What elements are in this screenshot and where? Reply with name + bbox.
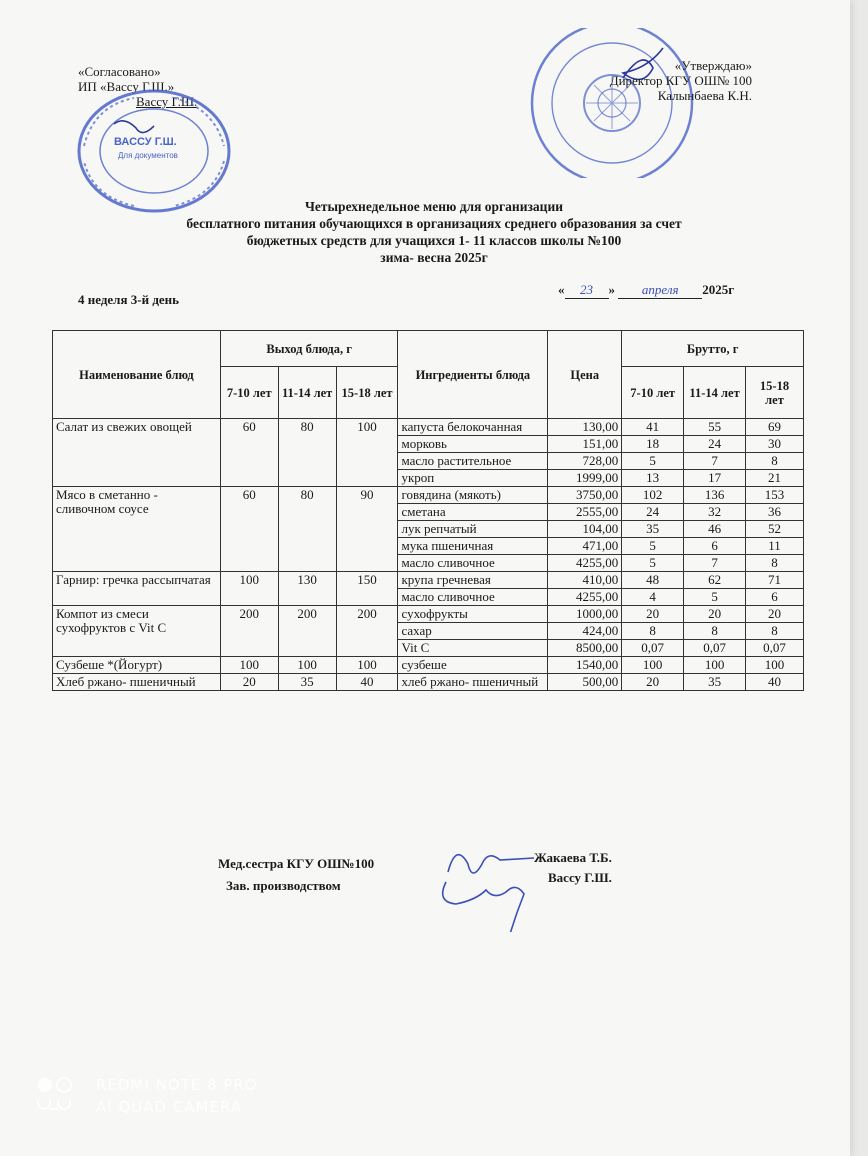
brutto-2: 62 [684,572,746,589]
ingredient-price: 8500,00 [548,640,622,657]
brutto-1: 5 [622,538,684,555]
brutto-1: 4 [622,589,684,606]
approval-left-label: «Согласовано» [78,64,161,79]
header-brutto-age-3: 15-18 лет [746,367,804,419]
date-year: 2025г [702,282,735,297]
brutto-3: 100 [746,657,804,674]
title-line-3: бюджетных средств для учащихся 1- 11 классов школы №100 [246,233,622,248]
approval-right-name: Калынбаева К.Н. [657,88,752,103]
brutto-1: 102 [622,487,684,504]
header-yield-age-2: 11-14 лет [278,367,336,419]
ingredient-name: говядина (мякоть) [398,487,548,504]
brutto-1: 20 [622,674,684,691]
approval-right-label: «Утверждаю» [674,58,752,73]
dish-yield-1: 20 [220,674,278,691]
stamp-left-sub: Для документов [118,151,178,160]
document-title [0,198,868,266]
manager-name: Вассу Г.Ш. [548,870,612,885]
ingredient-price: 4255,00 [548,555,622,572]
brutto-1: 5 [622,453,684,470]
brutto-1: 100 [622,657,684,674]
brutto-3: 6 [746,589,804,606]
camera-dots-icon [36,1076,76,1094]
brutto-2: 20 [684,606,746,623]
ingredient-name: сметана [398,504,548,521]
ingredient-price: 500,00 [548,674,622,691]
brutto-2: 6 [684,538,746,555]
brutto-2: 24 [684,436,746,453]
watermark-line-1: REDMI NOTE 8 PRO [96,1076,258,1094]
watermark-line-2: AI QUAD CAMERA [96,1098,243,1116]
ingredient-name: Vit C [398,640,548,657]
brutto-2: 7 [684,555,746,572]
week-day: 4 неделя 3-й день [78,292,180,307]
title-line-4: зима- весна 2025г [380,250,488,265]
date-month: апреля [618,282,702,299]
brutto-3: 8 [746,453,804,470]
ingredient-name: сузбеше [398,657,548,674]
camera-watermark [36,1074,258,1118]
header-ingredients: Ингредиенты блюда [398,331,548,419]
brutto-2: 8 [684,623,746,640]
brutto-2: 32 [684,504,746,521]
dish-yield-2: 80 [278,419,336,487]
brutto-1: 13 [622,470,684,487]
nurse-name: Жакаева Т.Б. [534,850,612,865]
header-brutto-age-1: 7-10 лет [622,367,684,419]
ingredient-price: 1540,00 [548,657,622,674]
header-yield-age-3: 15-18 лет [336,367,398,419]
ingredient-name: сахар [398,623,548,640]
brutto-1: 0,07 [622,640,684,657]
ingredient-name: укроп [398,470,548,487]
brutto-1: 8 [622,623,684,640]
brutto-2: 17 [684,470,746,487]
dish-name: Гарнир: гречка рассыпчатая [53,572,221,606]
dish-name: Салат из свежих овощей [53,419,221,487]
ingredient-name: сухофрукты [398,606,548,623]
dish-name: Компот из смеси сухофруктов с Vit C [53,606,221,657]
brutto-3: 8 [746,623,804,640]
brutto-1: 35 [622,521,684,538]
header-yield: Выход блюда, г [220,331,398,367]
brutto-1: 5 [622,555,684,572]
ingredient-name: морковь [398,436,548,453]
dish-yield-1: 100 [220,657,278,674]
ingredient-name: масло сливочное [398,589,548,606]
brutto-3: 71 [746,572,804,589]
ingredient-price: 471,00 [548,538,622,555]
ingredient-name: лук репчатый [398,521,548,538]
brutto-2: 0,07 [684,640,746,657]
brutto-2: 136 [684,487,746,504]
ingredient-price: 104,00 [548,521,622,538]
ingredient-price: 130,00 [548,419,622,436]
dish-yield-2: 200 [278,606,336,657]
brutto-3: 30 [746,436,804,453]
dish-yield-3: 90 [336,487,398,572]
brutto-3: 0,07 [746,640,804,657]
ingredient-name: мука пшеничная [398,538,548,555]
brutto-3: 40 [746,674,804,691]
brutto-1: 41 [622,419,684,436]
approval-left-name: Вассу Г.Ш. [136,94,198,109]
header-price: Цена [548,331,622,419]
dish-name: Мясо в сметанно - сливочном соусе [53,487,221,572]
brutto-1: 20 [622,606,684,623]
approval-right-position: Директор КГУ ОШ№ 100 [609,73,752,88]
brutto-3: 52 [746,521,804,538]
brutto-2: 35 [684,674,746,691]
dish-yield-3: 200 [336,606,398,657]
brutto-3: 21 [746,470,804,487]
ingredient-price: 4255,00 [548,589,622,606]
menu-table [52,330,804,691]
dish-yield-1: 60 [220,487,278,572]
infinity-icon [36,1100,76,1118]
dish-name: Хлеб ржано- пшеничный [53,674,221,691]
stamp-right-seal [528,28,696,178]
brutto-1: 18 [622,436,684,453]
table-row [53,572,804,589]
brutto-1: 24 [622,504,684,521]
brutto-3: 11 [746,538,804,555]
brutto-1: 48 [622,572,684,589]
brutto-2: 100 [684,657,746,674]
brutto-3: 69 [746,419,804,436]
brutto-2: 46 [684,521,746,538]
dish-yield-3: 100 [336,657,398,674]
ingredient-price: 424,00 [548,623,622,640]
dish-name: Сузбеше *(Йогурт) [53,657,221,674]
header-brutto: Брутто, г [622,331,804,367]
header-brutto-age-2: 11-14 лет [684,367,746,419]
dish-yield-3: 150 [336,572,398,606]
approval-right [566,58,752,103]
brutto-3: 36 [746,504,804,521]
title-line-2: бесплатного питания обучающихся в организациях среднего образования за счет [186,216,682,231]
ingredient-name: хлеб ржано- пшеничный [398,674,548,691]
ingredient-name: капуста белокочанная [398,419,548,436]
stamp-left-name: ВАССУ Г.Ш. [114,136,177,148]
brutto-3: 153 [746,487,804,504]
dish-yield-2: 130 [278,572,336,606]
nurse-role: Мед.сестра КГУ ОШ№100 [218,856,375,871]
date-day: 23 [565,282,609,299]
ingredient-name: крупа гречневая [398,572,548,589]
table-row [53,419,804,436]
ingredient-name: масло растительное [398,453,548,470]
title-line-1: Четырехнедельное меню для организации [304,199,564,214]
brutto-3: 20 [746,606,804,623]
ingredient-name: масло сливочное [398,555,548,572]
ingredient-price: 728,00 [548,453,622,470]
ingredient-price: 151,00 [548,436,622,453]
dish-yield-1: 100 [220,572,278,606]
brutto-2: 55 [684,419,746,436]
dish-yield-1: 200 [220,606,278,657]
approval-left-org: ИП «Вассу Г.Ш.» [78,79,175,94]
brutto-2: 7 [684,453,746,470]
dish-yield-3: 100 [336,419,398,487]
ingredient-price: 1999,00 [548,470,622,487]
ingredient-price: 1000,00 [548,606,622,623]
dish-yield-1: 60 [220,419,278,487]
dish-yield-2: 35 [278,674,336,691]
header-yield-age-1: 7-10 лет [220,367,278,419]
ingredient-price: 2555,00 [548,504,622,521]
document-date: « 23 » апреля 2025г [558,282,735,297]
dish-yield-3: 40 [336,674,398,691]
table-row [53,606,804,623]
ingredient-price: 3750,00 [548,487,622,504]
dish-yield-2: 80 [278,487,336,572]
table-row [53,487,804,504]
table-row [53,657,804,674]
handwritten-signatures [428,832,538,932]
brutto-3: 8 [746,555,804,572]
ingredient-price: 410,00 [548,572,622,589]
brutto-2: 5 [684,589,746,606]
table-row [53,674,804,691]
dish-yield-2: 100 [278,657,336,674]
manager-role: Зав. производством [226,878,341,893]
header-dish: Наименование блюд [53,331,221,419]
